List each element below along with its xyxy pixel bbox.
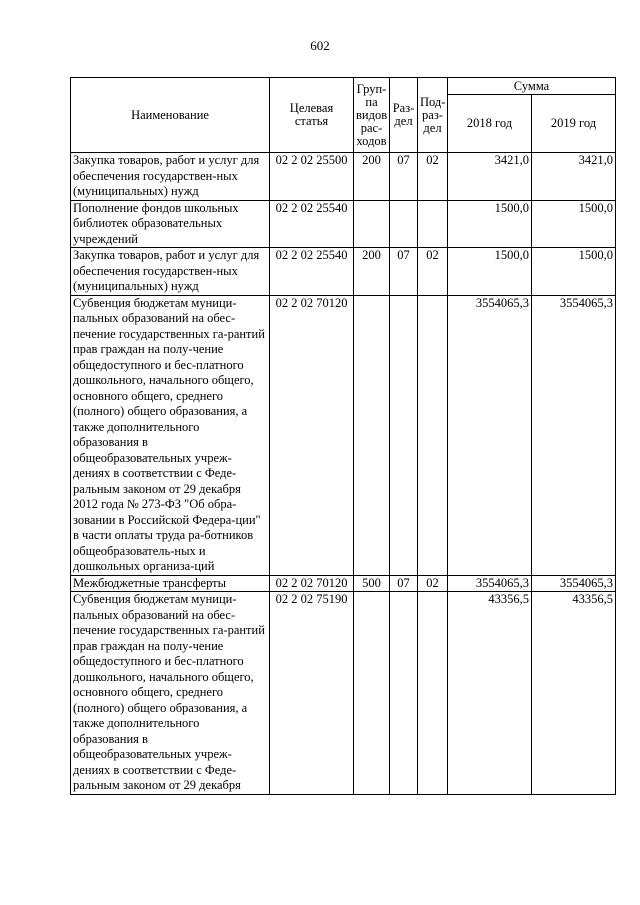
cell-sum-2019: 1500,0: [532, 200, 616, 248]
cell-sum-2019: 3554065,3: [532, 295, 616, 575]
cell-target-article: 02 2 02 25540: [270, 248, 354, 296]
cell-subsection: 02: [418, 575, 448, 592]
cell-subsection: [418, 200, 448, 248]
table-row: [71, 200, 616, 248]
header-sum: Сумма: [448, 78, 616, 95]
header-year-2019: 2019 год: [532, 95, 616, 153]
header-name: Наименование: [71, 78, 270, 153]
cell-sum-2018: 1500,0: [448, 200, 532, 248]
cell-section: [390, 592, 418, 795]
cell-name: Закупка товаров, работ и услуг для обеспечения государствен-ных (муниципальных) нужд: [71, 153, 270, 201]
page-number: 602: [310, 38, 330, 53]
cell-sum-2018: 43356,5: [448, 592, 532, 795]
cell-name: Закупка товаров, работ и услуг для обеспечения государствен-ных (муниципальных) нужд: [71, 248, 270, 296]
table-row: [71, 153, 616, 201]
cell-target-article: 02 2 02 70120: [270, 295, 354, 575]
cell-group: 200: [354, 248, 390, 296]
budget-table: [70, 77, 616, 795]
header-subsection: Под-раз-дел: [418, 78, 448, 153]
cell-subsection: [418, 295, 448, 575]
cell-group: [354, 200, 390, 248]
cell-name: Субвенция бюджетам муници-пальных образований на обес-печение государственных га-рантий прав граждан на полу-чение общедоступного и бес-платного дошкольного, начального общего, основного общего, среднего (полного) общего образования, а также дополнительного образования в общеобразовательных учреж-дениях в соответствии с Феде-ральным законом от 29 декабря: [71, 592, 270, 795]
header-group: Груп-па видов рас-ходов: [354, 78, 390, 153]
table-row: [71, 248, 616, 296]
cell-section: 07: [390, 248, 418, 296]
cell-group: 200: [354, 153, 390, 201]
table-row: [71, 295, 616, 575]
header-section: Раз-дел: [390, 78, 418, 153]
cell-section: [390, 295, 418, 575]
header-year-2018: 2018 год: [448, 95, 532, 153]
cell-group: 500: [354, 575, 390, 592]
cell-subsection: 02: [418, 153, 448, 201]
cell-subsection: 02: [418, 248, 448, 296]
cell-name: Пополнение фондов школьных библиотек образовательных учреждений: [71, 200, 270, 248]
cell-sum-2019: 3554065,3: [532, 575, 616, 592]
cell-sum-2018: 3554065,3: [448, 575, 532, 592]
cell-name: Межбюджетные трансферты: [71, 575, 270, 592]
cell-sum-2019: 1500,0: [532, 248, 616, 296]
cell-sum-2019: 3421,0: [532, 153, 616, 201]
cell-sum-2018: 3421,0: [448, 153, 532, 201]
cell-section: [390, 200, 418, 248]
cell-target-article: 02 2 02 70120: [270, 575, 354, 592]
cell-target-article: 02 2 02 75190: [270, 592, 354, 795]
cell-subsection: [418, 592, 448, 795]
table-row: [71, 575, 616, 592]
cell-sum-2019: 43356,5: [532, 592, 616, 795]
cell-target-article: 02 2 02 25540: [270, 200, 354, 248]
cell-group: [354, 592, 390, 795]
cell-target-article: 02 2 02 25500: [270, 153, 354, 201]
table-row: [71, 592, 616, 795]
cell-sum-2018: 1500,0: [448, 248, 532, 296]
header-target-article: Целевая статья: [270, 78, 354, 153]
cell-group: [354, 295, 390, 575]
cell-sum-2018: 3554065,3: [448, 295, 532, 575]
cell-section: 07: [390, 153, 418, 201]
cell-section: 07: [390, 575, 418, 592]
cell-name: Субвенция бюджетам муници-пальных образований на обес-печение государственных га-рантий прав граждан на полу-чение общедоступного и бес-платного дошкольного, начального общего, основного общего, среднего (полного) общего образования, а также дополнительного образования в общеобразовательных учреж-дениях в соответствии с Феде-ральным законом от 29 декабря 2012 года № 273-ФЗ "Об обра-зовании в Российской Федера-ции" в части оплаты труда ра-ботников общеобразователь-ных и дошкольных организа-ций: [71, 295, 270, 575]
